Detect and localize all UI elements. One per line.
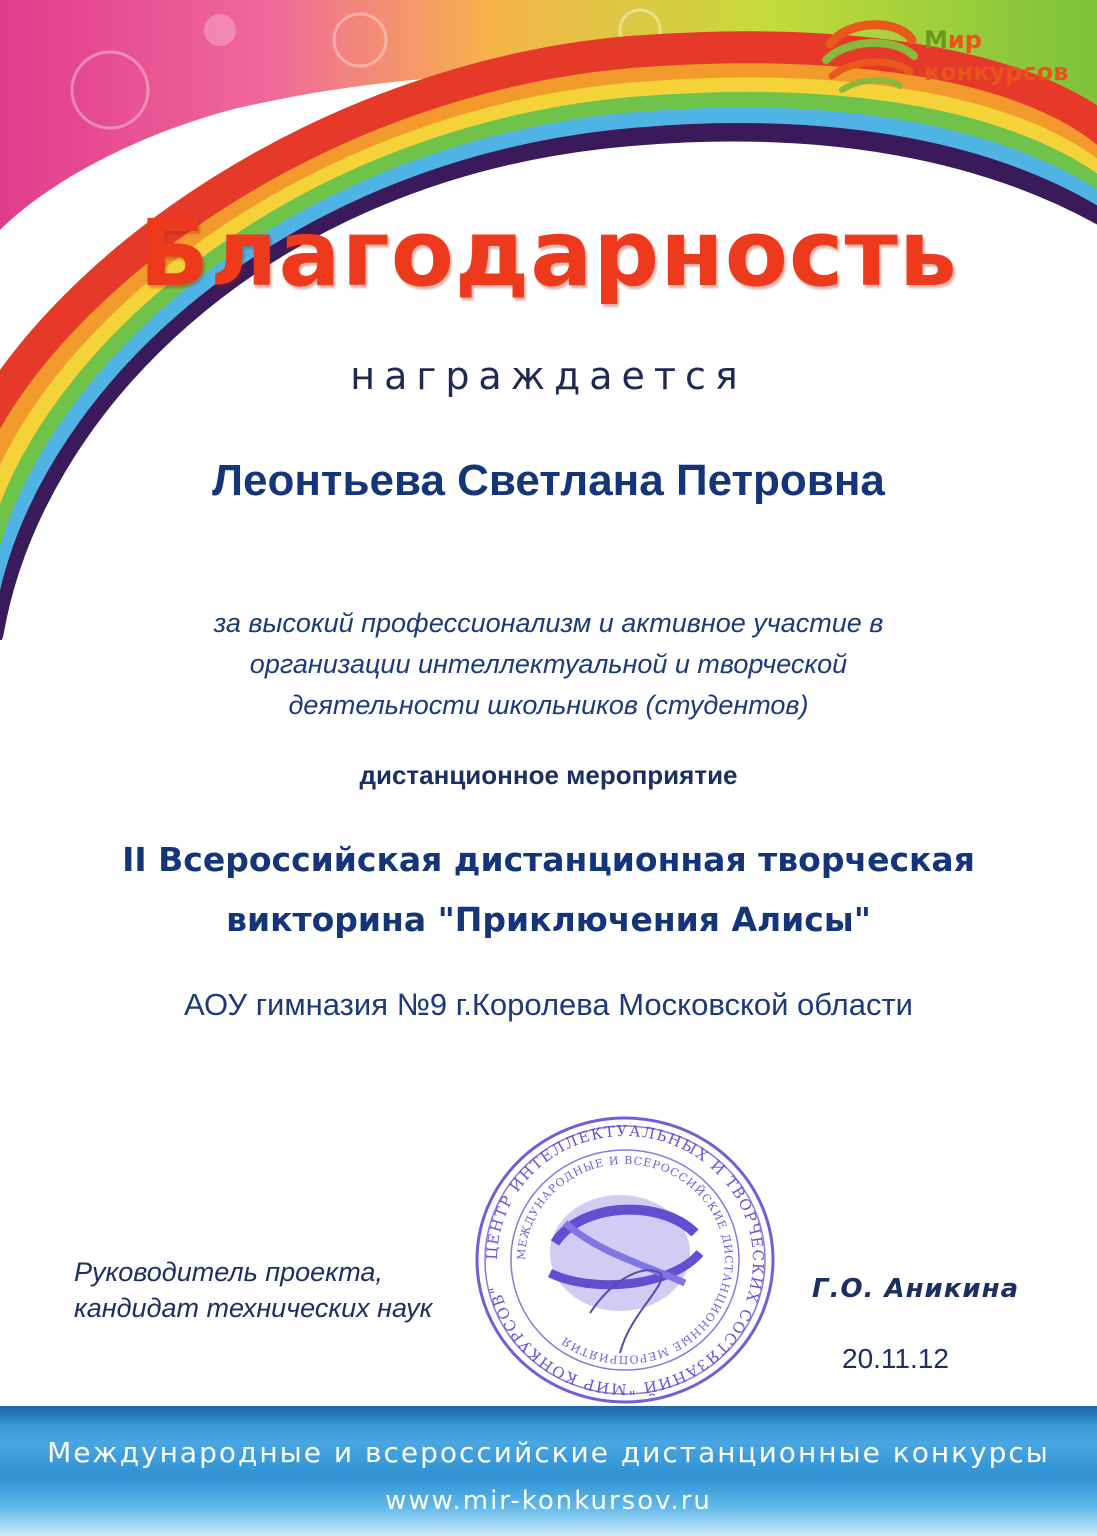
- seal-globe-icon: [550, 1195, 700, 1353]
- event-title-line: II Всероссийская дистанционная творческая: [122, 840, 975, 879]
- award-reason-line: организации интеллектуальной и творческой: [249, 649, 848, 679]
- logo-word-konkursov: конкурсов: [924, 58, 1069, 86]
- award-reason: [0, 603, 1097, 726]
- event-label: дистанционное мероприятие: [359, 760, 738, 790]
- footer-gloss: [0, 1406, 1097, 1426]
- recipient-name: Леонтьева Светлана Петровна: [212, 456, 885, 505]
- event-title-line: викторина "Приключения Алисы": [226, 900, 871, 939]
- footer-website-link[interactable]: www.mir-konkursov.ru: [385, 1486, 712, 1516]
- logo-word-mir: Мир: [924, 26, 982, 54]
- awarded-subtitle: награждается: [350, 354, 747, 398]
- event-title: [0, 830, 1097, 950]
- seal-inner-text: МЕЖДУНАРОДНЫЕ И ВСЕРОССИЙСКИЕ ДИСТАНЦИОННЫЕ МЕРОПРИЯТИЯ: [514, 1153, 736, 1367]
- seal-outer-text: ЦЕНТР ИНТЕЛЛЕКТУАЛЬНЫХ И ТВОРЧЕСКИХ СОСТЯЗАНИЙ "МИР КОНКУРСОВ": [482, 1121, 768, 1399]
- footer-banner: [0, 1406, 1097, 1536]
- certificate-title: Благодарность: [139, 200, 958, 307]
- signer-position-line: Руководитель проекта,: [74, 1257, 383, 1287]
- logo-swirl-icon: [820, 14, 920, 104]
- signer-position: [74, 1254, 432, 1326]
- signer-name: Г.О. Аникина: [812, 1274, 1020, 1304]
- official-seal-stamp: [470, 1113, 780, 1408]
- mir-konkursov-logo: [820, 14, 1070, 104]
- award-reason-line: деятельности школьников (студентов): [288, 690, 809, 720]
- signer-position-line: кандидат технических наук: [74, 1293, 433, 1323]
- issue-date: 20.11.12: [842, 1343, 949, 1374]
- award-reason-line: за высокий профессионализм и активное участие в: [213, 608, 884, 638]
- footer-tagline: Международные и всероссийские дистанционные конкурсы: [47, 1436, 1050, 1469]
- organization-name: АОУ гимназия №9 г.Королева Московской области: [184, 987, 913, 1022]
